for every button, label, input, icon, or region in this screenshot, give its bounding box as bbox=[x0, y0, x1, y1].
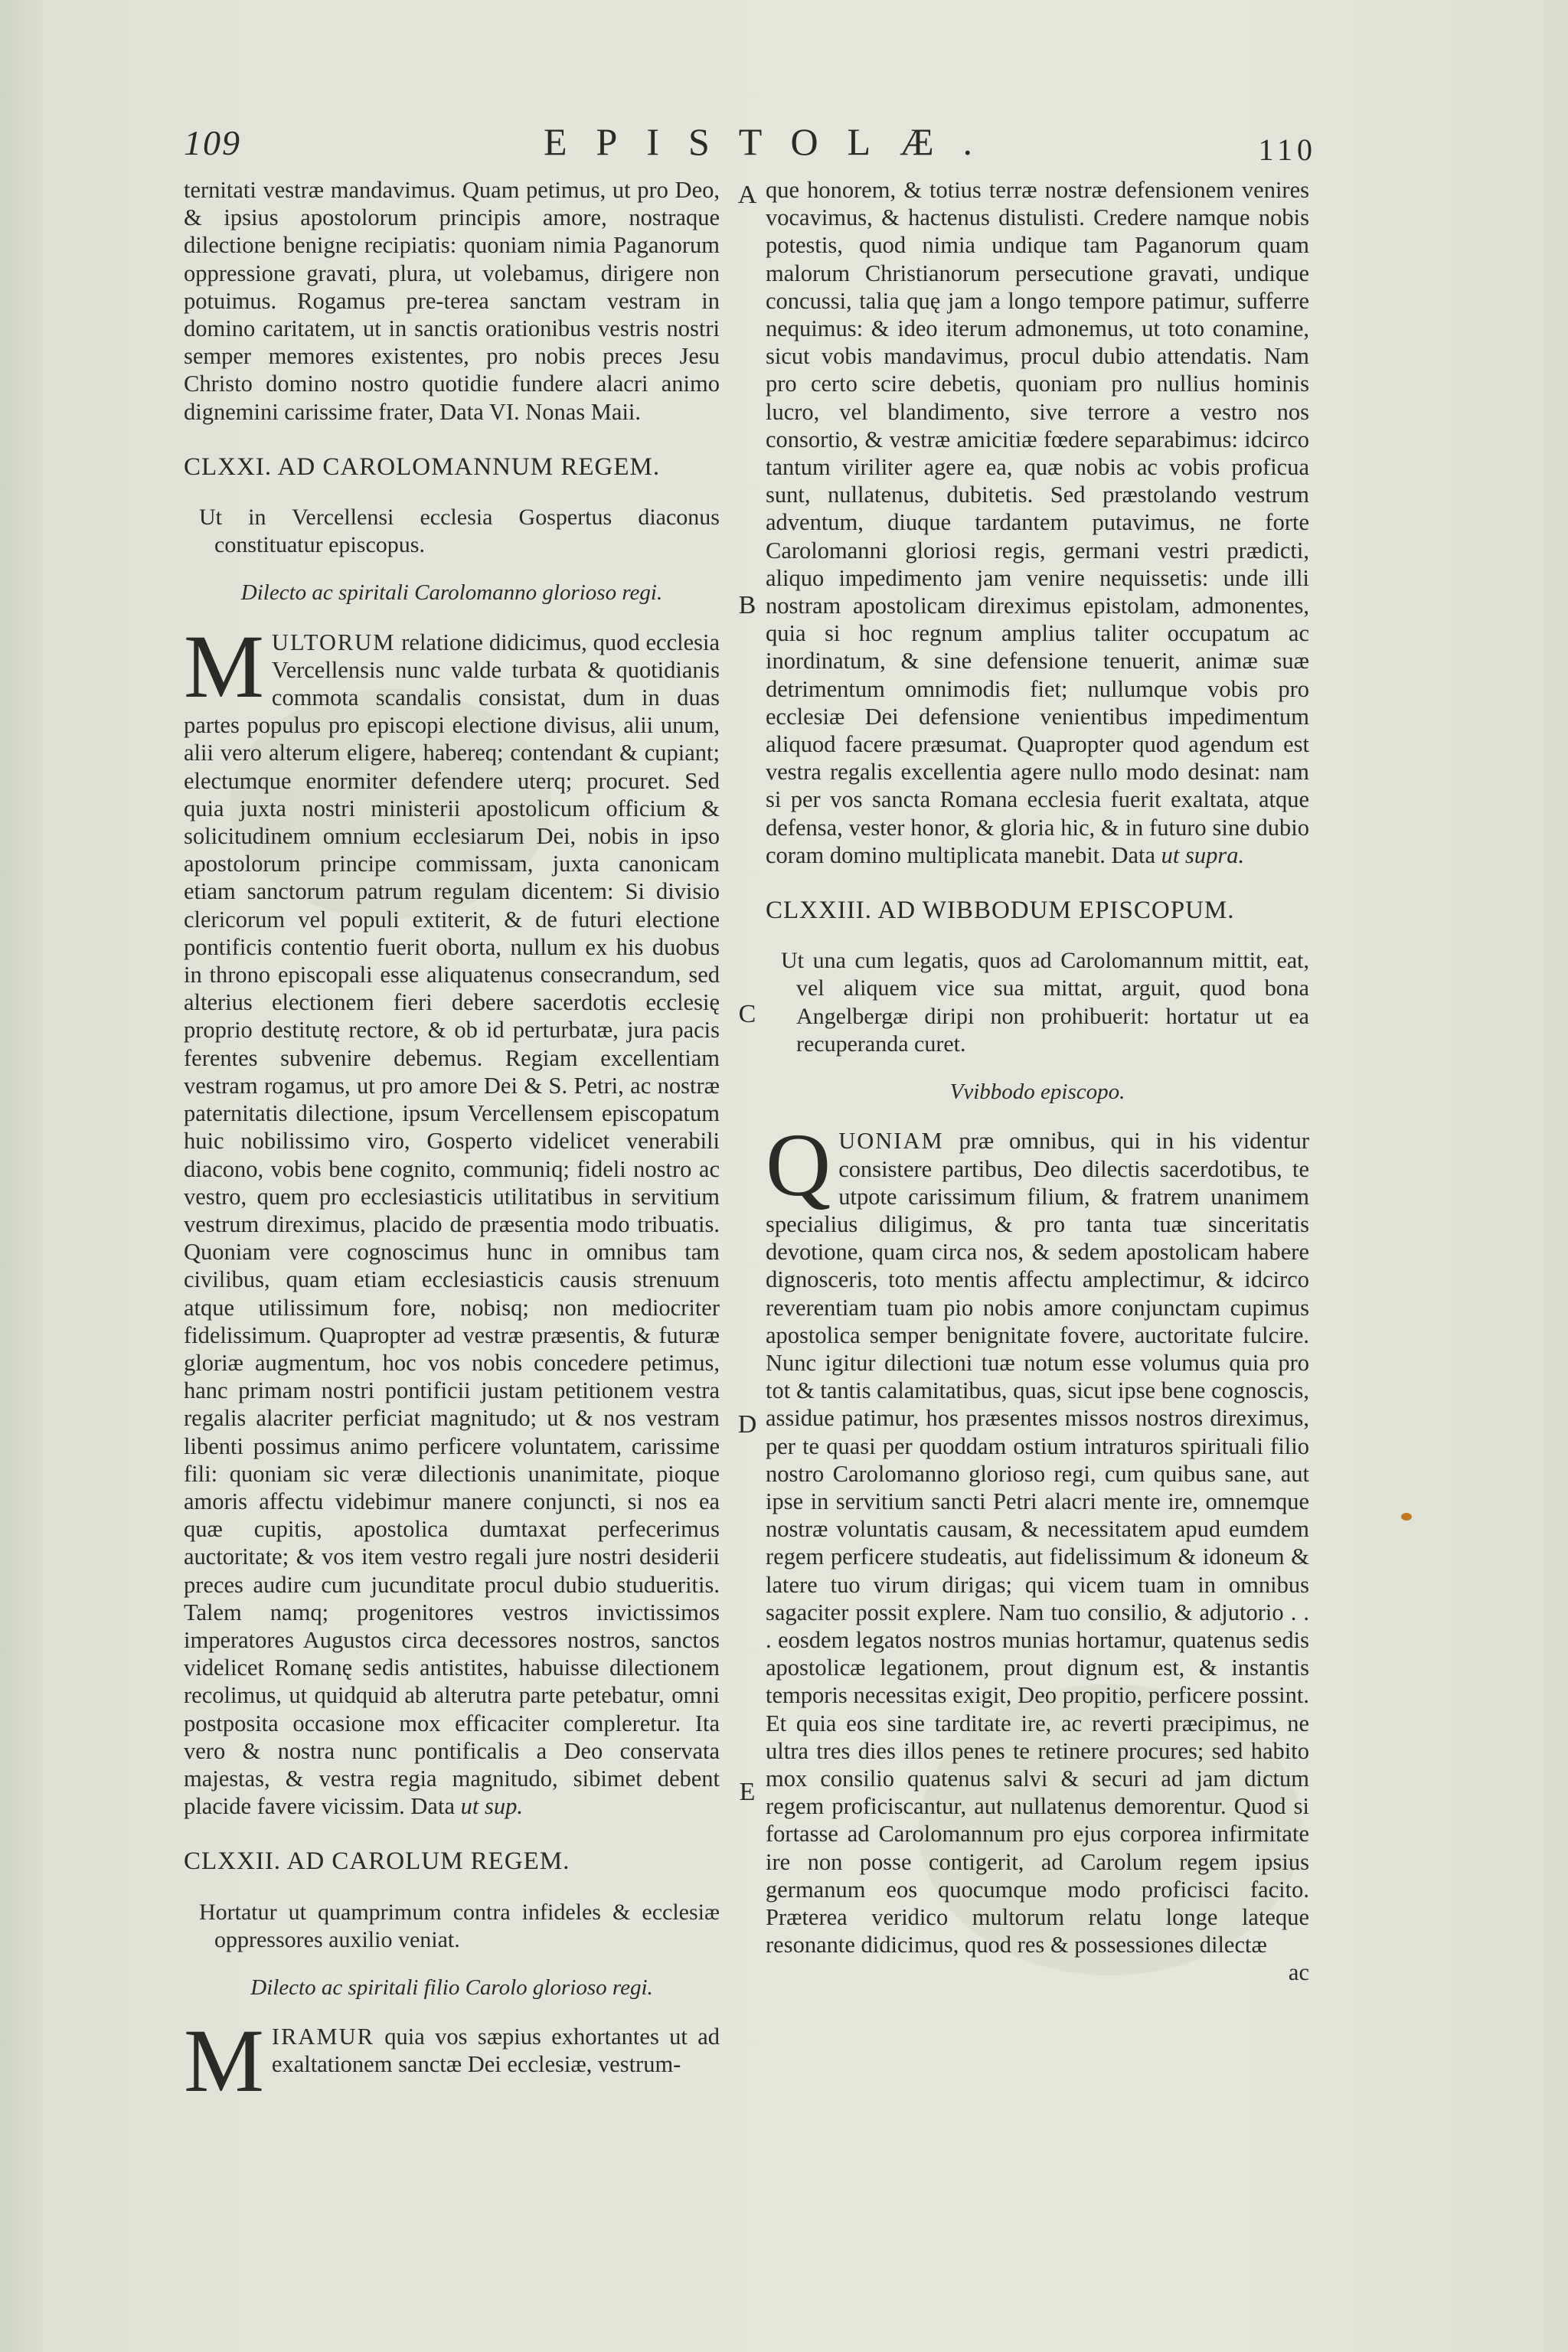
letter-172-first-word: IRAMUR bbox=[271, 2024, 374, 2050]
letter-172-text: quia vos sæpius exhortantes ut ad exaltationem sanctæ Dei ecclesiæ, vestrum- bbox=[271, 2024, 720, 2078]
margin-letter-d: D bbox=[737, 1410, 757, 1439]
letter-171-date-ref: ut sup. bbox=[460, 1793, 523, 1820]
margin-letter-e: E bbox=[739, 1778, 756, 1806]
letter-173-heading: CLXXIII. AD WIBBODUM EPISCOPUM. bbox=[766, 897, 1235, 925]
left-column bbox=[184, 176, 720, 2112]
right-column bbox=[766, 176, 1309, 1987]
margin-letter-a: A bbox=[737, 181, 757, 209]
letter-172-continuation bbox=[766, 176, 1309, 869]
letter-172-summary: Hortatur ut quamprimum contra infideles & ecclesiæ oppressores auxilio veniat. bbox=[199, 1899, 720, 1952]
margin-letter-b: B bbox=[738, 591, 756, 619]
continuation-date-ref: ut supra. bbox=[1161, 841, 1245, 868]
letter-172-heading: CLXXII. AD CAROLUM REGEM. bbox=[184, 1847, 570, 1876]
margin-letter-c: C bbox=[738, 1000, 756, 1028]
letter-173-dropcap: Q bbox=[766, 1115, 831, 1216]
catchword: ac bbox=[1288, 1959, 1309, 1986]
letter-173-address: Vvibbodo episcopo. bbox=[949, 1080, 1125, 1105]
page-header bbox=[184, 122, 1317, 168]
letter-173-text: præ omnibus, qui in his videntur consistere partibus, Deo dilectis sacerdotibus, te utpote carissimum filium, & fratrem unanimem specialius diligimus, & pro tanta tuæ sinceritatis devotione, quam circa nos, & sedem apostolicam habere dignosceris, toto mentis affectu amplectimur, & idcirco reverentiam tuam pio nobis amore conjunctam cupimus apostolica semper benignitate fovere, auctoritate fulcire. Nunc igitur dilectioni tuæ notum esse volumus quia pro tot & tantis calamitatibus, quas, sicut ipse bene cognoscis, assidue patimur, hos præsentes missos nostros direximus, per te quasi per quoddam ostium intraturos spirituali filio nostro Carolomanno glorioso regi, cum quibus sane, aut ipse in servitium sancti Petri alacri mente ire, omnemque nostræ voluntatis causam, & necessitatem apud eumdem regem perficere studeatis, aut fidelissimum & idoneum & latere tuo virum dirigas; qui vicem tuam in omnibus sagaciter possit explere. Nam tuo consilio, & adjutorio . . . eosdem legatos nostros munias hortamur, quatenus sedis apostolicæ legationem, prout dignum est, & instantis temporis necessitas exigit, Deo propitio, perficere possint. Et quia eos sine tarditate ire, ac reverti præcipimus, ne ultra tres dies illos penes te retinere procures; sed habito mox consilio quatenus salvi & securi ad jam dictum regem proficiscantur, aut nullatenus demorentur. Quod si fortasse ad Carolomannum pro ejus corporea infirmitate ire non posse contigerit, ad Carolum regem ipsius germanum eos quocumque modo proficisci facito. Præterea veridico multorum relatu longe lateque resonante didicimus, quod res & possessiones dilectæ bbox=[766, 1128, 1310, 1958]
letter-171-dropcap: M bbox=[184, 616, 264, 717]
letter-173-summary: Ut una cum legatis, quos ad Carolomannum mittit, eat, vel aliquem vice sua mittat, arguit, quod bona Angelbergæ diripi non prohibuerit: hortatur ut ea recuperanda curet. bbox=[781, 948, 1309, 1057]
letter-172-dropcap: M bbox=[184, 2011, 264, 2112]
letter-171-text: relatione didicimus, quod ecclesia Vercellensis nunc valde turbata & quotidianis commota scandalis consistat, dum in duas partes populus pro episcopi electione divisus, alii unum, alii vero alterum eligere, habereq; contendant & cupiant; electumque enormiter defendere uterq; procuret. Sed quia juxta nostri ministerii apostolicum officium & solicitudinem omnium ecclesiarum Dei, nobis in ipso apostolorum principe commissam, juxta canonicam etiam sanctorum patrum regulam dicentem: Si divisio clericorum vel populi extiterit, & de futuri electione pontificis contentio fuerit oborta, nullum ex his duobus in throno episcopali esse aliquatenus consecrandum, sed alterius electionem fieri debere sacerdotis ecclesię proprio destitutę rectore, & ob id perturbatæ, jura pacis ferentes subvenire debemus. Regiam excellentiam vestram rogamus, ut pro amore Dei & S. Petri, ac nostræ paternitatis dilectione, ipsum Vercellensem episcopatum huic nobilissimo viro, Gosperto videlicet venerabili diacono, vobis bene cognito, communiq; fideli nostro ac vestro, quem pro ecclesiasticis utilitatibus in servitium vestrum direximus, placido de præsentia modo tribuatis. Quoniam vere cognoscimus hunc in omnibus tam civilibus, quam etiam ecclesiasticis causis strenuum atque utilissimum fore, nobisq; non mediocriter fidelissimum. Quapropter ad vestræ præsentis, & futuræ gloriæ augmentum, hoc vos nobis concedere petimus, hanc primam nostri pontificii justam petitionem vestra regalis alacriter perficiat magnitudo; ut & nos vestram libenti possimus animo perficere voluntatem, carissime fili: quoniam sic veræ dilectionis unanimitate, pioque amoris affectu videbimur manere conjuncti, si nos ea quæ cupitis, apostolica dumtaxat perfecerimus auctoritate; & vos item vestro regali jure nostri desiderii preces audire cum jucunditate procul dubio studueritis. Talem namq; progenitores vestros invictissimos imperatores Augustos circa decessores nostros, sanctos videlicet Romanę sedis antistites, habuisse dilectionem recolimus, ut quidquid ab alterutra parte petebatur, omni postposita occasione mox efficaciter compleretur. Ita vero & nostra nunc pontificalis a Deo conservata majestas, & vestra regia magnitudo, sibimet debent placide favere vicissim. Data bbox=[184, 629, 720, 1820]
letter-171-first-word: ULTORUM bbox=[271, 629, 396, 655]
ink-spot bbox=[1401, 1513, 1412, 1521]
letter-173-first-word: UONIAM bbox=[838, 1128, 944, 1155]
letter-171-heading: CLXXI. AD CAROLOMANNUM REGEM. bbox=[184, 452, 661, 481]
letter-171-body bbox=[184, 616, 720, 1821]
letter-172-body bbox=[184, 2011, 720, 2112]
letter-171-address: Dilecto ac spiritali Carolomanno glorioso regi. bbox=[240, 580, 663, 606]
folio-right: 110 bbox=[1258, 132, 1317, 167]
folio-left: 109 bbox=[184, 123, 241, 162]
opening-text: ternitati vestræ mandavimus. Quam petimus, ut pro Deo, & ipsius apostolorum principis amore, nostraque dilectione benigne recipiatis: quoniam nimia Paganorum oppressione gravati, plura, ut volebamus, dirigere non potuimus. Rogamus pre-terea sanctam vestram in domino caritatem, ut in sanctis orationibus vestris nostri semper memores existentes, pro nobis preces Jesu Christo domino nostro quotidie fundere alacri animo dignemini carissime frater, Data VI. Nonas Maii. bbox=[184, 177, 720, 425]
continuation-text: que honorem, & totius terræ nostræ defensionem venires vocavimus, & hactenus distulisti. Credere namque nobis potestis, quod nimia undique tam Paganorum quam malorum Christianorum persecutione gravati, undique concussi, talia quę jam a longo tempore patimur, sufferre nequimus: & ideo iterum admonemus, ut toto conamine, sicut vobis mandavimus, procul dubio attendatis. Nam pro certo scire debetis, quoniam pro nullius hominis lucro, vel blandimento, sive terrore a vestro nos consortio, & vestræ amicitiæ fœdere separabimus: idcirco tantum viriliter agere ea, quæ nobis ac vobis proficua sunt, nullatenus, dubitetis. Sed præstolando vestrum adventum, diuque tardantem putavimus, ne forte Carolomanni gloriosi regis, germani vestri prædicti, aliquo impedimento jam venire nequissetis: unde illi nostram apostolicam direximus epistolam, admonentes, quia si hoc regnum amplius taliter occupatum ac inordinatum, & sine defensione tenuerit, animæ suæ detrimentum omnimodis fiet; nullumque vobis pro ecclesiæ Dei defensione venientibus impedimentum aliquod facere præsumat. Quapropter quod agendum est vestra regalis excellentia agere nullo modo desinat: nam si per vos sancta Romana ecclesia fuerit exaltata, atque defensa, vester honor, & gloria hic, & in futuro sine dubio coram domino multiplicata manebit. Data bbox=[766, 177, 1309, 868]
letter-172-address: Dilecto ac spiritali filio Carolo glorioso regi. bbox=[250, 1975, 653, 2000]
letter-173-body bbox=[766, 1115, 1310, 1958]
letter-171-summary: Ut in Vercellensi ecclesia Gospertus diaconus constituatur episcopus. bbox=[199, 505, 720, 558]
running-title: EPISTOLÆ. bbox=[544, 120, 1002, 163]
